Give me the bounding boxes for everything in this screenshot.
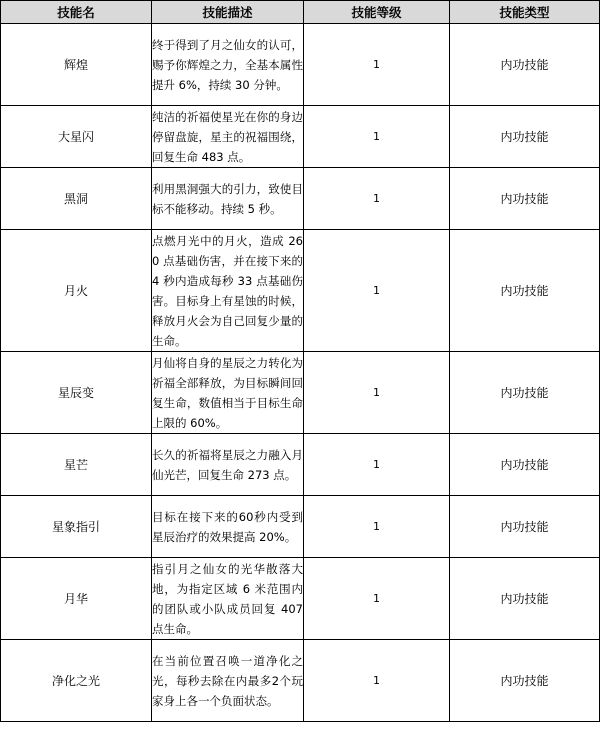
skill-type-cell: 内功技能 (450, 558, 600, 640)
skill-level-cell: 1 (304, 168, 450, 230)
table-row (1, 168, 600, 230)
skill-name-cell: 净化之光 (1, 640, 152, 722)
header-skill-name: 技能名 (1, 1, 152, 24)
table-header-row (1, 1, 600, 24)
skill-name-cell: 星象指引 (1, 496, 152, 558)
skill-level-cell: 1 (304, 434, 450, 496)
skill-type-cell: 内功技能 (450, 106, 600, 168)
table-row (1, 640, 600, 722)
skill-name-cell: 大星闪 (1, 106, 152, 168)
table-row (1, 496, 600, 558)
skill-type-cell: 内功技能 (450, 24, 600, 106)
skill-level-cell: 1 (304, 352, 450, 434)
skill-name-cell: 星辰变 (1, 352, 152, 434)
skill-name-cell: 黑洞 (1, 168, 152, 230)
skill-level-cell: 1 (304, 496, 450, 558)
skill-level-cell: 1 (304, 106, 450, 168)
table-row (1, 558, 600, 640)
skill-type-cell: 内功技能 (450, 640, 600, 722)
skill-description-cell: 纯洁的祈福使星光在你的身边停留盘旋，星主的祝福围绕，回复生命 483 点。 (152, 106, 304, 168)
skill-level-cell: 1 (304, 24, 450, 106)
table-row (1, 352, 600, 434)
skill-description-cell: 指引月之仙女的光华散落大地，为指定区域 6 米范围内的团队或小队成员回复 407 点生命。 (152, 558, 304, 640)
header-skill-type: 技能类型 (450, 1, 600, 24)
skill-type-cell: 内功技能 (450, 168, 600, 230)
table-row (1, 24, 600, 106)
table-row (1, 106, 600, 168)
skill-level-cell: 1 (304, 558, 450, 640)
table-row (1, 434, 600, 496)
skill-description-cell: 目标在接下来的60秒内受到星辰治疗的效果提高 20%。 (152, 496, 304, 558)
skill-description-cell: 利用黑洞强大的引力，致使目标不能移动。持续 5 秒。 (152, 168, 304, 230)
skill-description-cell: 点燃月光中的月火，造成 260 点基础伤害，并在接下来的 4 秒内造成每秒 33 点基础伤害。目标身上有星蚀的时候，释放月火会为自己回复少量的生命。 (152, 230, 304, 352)
skill-name-cell: 月华 (1, 558, 152, 640)
skill-type-cell: 内功技能 (450, 230, 600, 352)
header-skill-level: 技能等级 (304, 1, 450, 24)
header-skill-description: 技能描述 (152, 1, 304, 24)
skill-description-cell: 月仙将自身的星辰之力转化为祈福全部释放，为目标瞬间回复生命，数值相当于目标生命上限的 60%。 (152, 352, 304, 434)
skill-type-cell: 内功技能 (450, 352, 600, 434)
skill-level-cell: 1 (304, 640, 450, 722)
skill-type-cell: 内功技能 (450, 434, 600, 496)
skill-description-cell: 终于得到了月之仙女的认可，赐予你辉煌之力，全基本属性提升 6%，持续 30 分钟。 (152, 24, 304, 106)
table-row (1, 230, 600, 352)
skill-description-cell: 在当前位置召唤一道净化之光，每秒去除在内最多2个玩家身上各一个负面状态。 (152, 640, 304, 722)
skill-name-cell: 星芒 (1, 434, 152, 496)
skill-description-cell: 长久的祈福将星辰之力融入月仙光芒，回复生命 273 点。 (152, 434, 304, 496)
skill-level-cell: 1 (304, 230, 450, 352)
skill-name-cell: 月火 (1, 230, 152, 352)
skill-type-cell: 内功技能 (450, 496, 600, 558)
skill-name-cell: 辉煌 (1, 24, 152, 106)
